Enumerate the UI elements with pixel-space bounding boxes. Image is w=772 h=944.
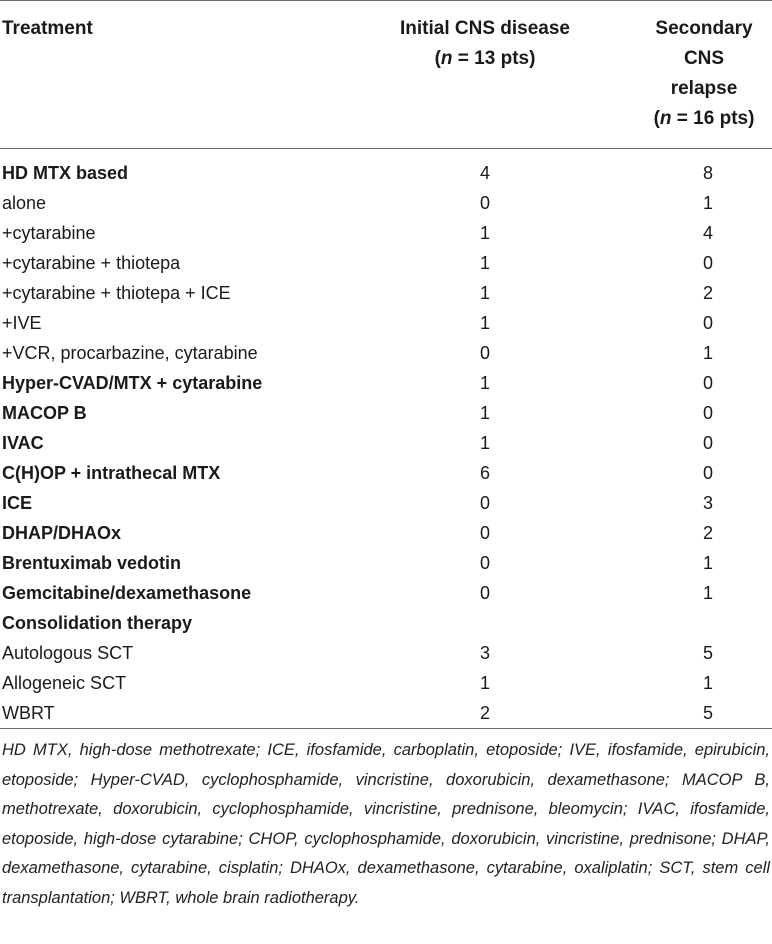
bottom-rule bbox=[0, 728, 772, 729]
header-treatment: Treatment bbox=[2, 18, 93, 39]
top-rule bbox=[0, 0, 772, 1]
cell-secondary-cns: 2 bbox=[702, 523, 713, 543]
cell-secondary-cns: 2 bbox=[702, 283, 713, 303]
cell-secondary-cns: 0 bbox=[702, 433, 713, 453]
table-row bbox=[0, 158, 772, 188]
header-initial-cns bbox=[370, 14, 600, 74]
table-row bbox=[0, 578, 772, 608]
cell-treatment: Brentuximab vedotin bbox=[2, 553, 182, 573]
header-secondary-cns bbox=[636, 14, 772, 134]
cell-secondary-cns: 1 bbox=[702, 553, 713, 573]
header-rule bbox=[0, 148, 772, 149]
cell-secondary-cns: 1 bbox=[702, 193, 713, 213]
cell-secondary-cns: 4 bbox=[702, 223, 713, 243]
cell-initial-cns: 0 bbox=[479, 553, 490, 573]
cell-secondary-cns: 0 bbox=[702, 463, 713, 483]
header-secondary-line2: CNS bbox=[683, 48, 725, 69]
table-row bbox=[0, 518, 772, 548]
cell-treatment: +cytarabine + thiotepa + ICE bbox=[2, 283, 231, 303]
cell-initial-cns: 1 bbox=[479, 433, 490, 453]
cell-treatment: +IVE bbox=[2, 313, 42, 333]
cell-initial-cns: 3 bbox=[479, 643, 490, 663]
header-secondary-n-value: = 16 pts) bbox=[671, 108, 755, 129]
table-row bbox=[0, 368, 772, 398]
table-row bbox=[0, 668, 772, 698]
cell-treatment: +VCR, procarbazine, cytarabine bbox=[2, 343, 258, 363]
cell-initial-cns: 0 bbox=[479, 523, 490, 543]
cell-initial-cns: 1 bbox=[479, 253, 490, 273]
cell-secondary-cns: 0 bbox=[702, 403, 713, 423]
cell-treatment: Hyper-CVAD/MTX + cytarabine bbox=[2, 373, 263, 393]
header-secondary-count: (n = 16 pts) bbox=[653, 108, 755, 129]
header-initial-n: n bbox=[440, 48, 453, 69]
cell-treatment: Autologous SCT bbox=[2, 643, 134, 663]
table-row bbox=[0, 218, 772, 248]
table-row bbox=[0, 188, 772, 218]
cell-secondary-cns: 5 bbox=[702, 643, 713, 663]
header-secondary-line3: relapse bbox=[670, 78, 738, 99]
cell-treatment: Gemcitabine/dexamethasone bbox=[2, 583, 252, 603]
cell-secondary-cns: 1 bbox=[702, 673, 713, 693]
table-row bbox=[0, 608, 772, 638]
cell-secondary-cns: 5 bbox=[702, 703, 713, 723]
header-initial-title: Initial CNS disease bbox=[399, 18, 570, 39]
cell-treatment: DHAP/DHAOx bbox=[2, 523, 122, 543]
cell-secondary-cns: 8 bbox=[702, 163, 713, 183]
cell-initial-cns: 1 bbox=[479, 223, 490, 243]
table-body bbox=[0, 158, 772, 728]
cell-treatment: IVAC bbox=[2, 433, 44, 453]
cell-initial-cns: 0 bbox=[479, 193, 490, 213]
cell-initial-cns: 0 bbox=[479, 583, 490, 603]
cell-treatment: ICE bbox=[2, 493, 33, 513]
cell-secondary-cns: 0 bbox=[702, 253, 713, 273]
table-row bbox=[0, 428, 772, 458]
table-row bbox=[0, 278, 772, 308]
table-row bbox=[0, 548, 772, 578]
cell-initial-cns: 6 bbox=[479, 463, 490, 483]
cell-initial-cns: 2 bbox=[479, 703, 490, 723]
table-row bbox=[0, 698, 772, 728]
table-row bbox=[0, 248, 772, 278]
header-initial-count: (n = 13 pts) bbox=[434, 48, 536, 69]
cell-treatment: MACOP B bbox=[2, 403, 87, 423]
cell-treatment: +cytarabine bbox=[2, 223, 96, 243]
table-row bbox=[0, 398, 772, 428]
cell-initial-cns: 1 bbox=[479, 403, 490, 423]
cell-initial-cns: 1 bbox=[479, 373, 490, 393]
table-row bbox=[0, 338, 772, 368]
table-row bbox=[0, 488, 772, 518]
header-secondary-line1: Secondary bbox=[655, 18, 753, 39]
cell-treatment: Allogeneic SCT bbox=[2, 673, 127, 693]
table-row bbox=[0, 308, 772, 338]
cell-treatment: Consolidation therapy bbox=[2, 613, 193, 633]
cell-initial-cns: 0 bbox=[479, 493, 490, 513]
header-initial-n-value: = 13 pts) bbox=[452, 48, 536, 69]
cell-initial-cns: 1 bbox=[479, 673, 490, 693]
cell-treatment: HD MTX based bbox=[2, 163, 129, 183]
table-row bbox=[0, 638, 772, 668]
cell-treatment: C(H)OP + intrathecal MTX bbox=[2, 463, 221, 483]
cell-treatment: WBRT bbox=[2, 703, 55, 723]
cell-treatment: alone bbox=[2, 193, 47, 213]
cell-initial-cns: 0 bbox=[479, 343, 490, 363]
cell-initial-cns: 4 bbox=[479, 163, 490, 183]
cell-initial-cns: 1 bbox=[479, 283, 490, 303]
table-footnote: HD MTX, high-dose methotrexate; ICE, ifosfamide, carboplatin, etoposide; IVE, ifosfamide, epirubicin, etoposide; Hyper-CVAD, cyclophosphamide, vincristine, doxorubicin, dexamethasone; MACOP B, methotrexate, doxorubicin, cyclophosphamide, vincristine, prednisone, bleomycin; IVAC, ifosfamide, etoposide, high-dose cytarabine; CHOP, cyclophosphamide, doxorubicin, vincristine, prednisone; DHAP, dexamethasone, cytarabine, cisplatin; DHAOx, dexamethasone, cytarabine, oxaliplatin; SCT, stem cell transplantation; WBRT, whole brain radiotherapy. bbox=[2, 741, 770, 907]
cell-secondary-cns: 0 bbox=[702, 373, 713, 393]
cell-secondary-cns: 0 bbox=[702, 313, 713, 333]
table-row bbox=[0, 458, 772, 488]
cell-treatment: +cytarabine + thiotepa bbox=[2, 253, 181, 273]
header-secondary-n: n bbox=[659, 108, 672, 129]
cell-secondary-cns: 1 bbox=[702, 583, 713, 603]
cell-secondary-cns: 3 bbox=[702, 493, 713, 513]
cell-initial-cns: 1 bbox=[479, 313, 490, 333]
cell-secondary-cns: 1 bbox=[702, 343, 713, 363]
